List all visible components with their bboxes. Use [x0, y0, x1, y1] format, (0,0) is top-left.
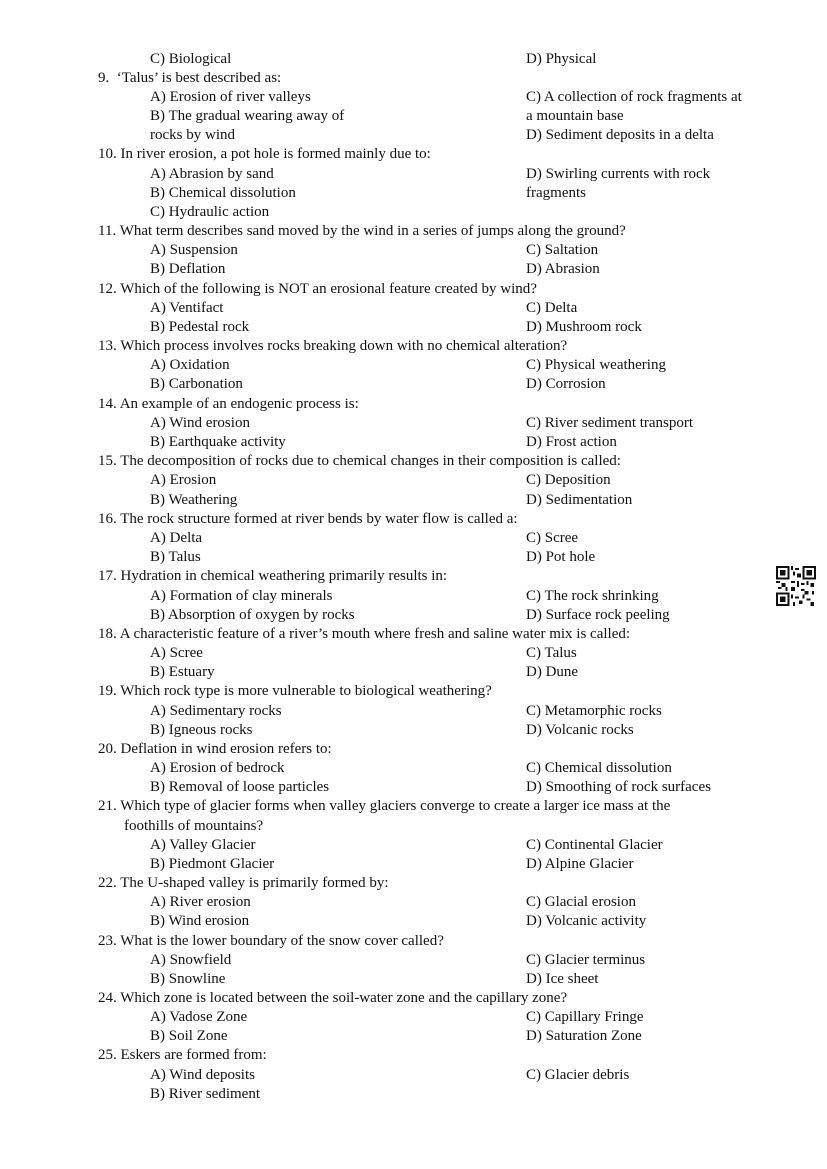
- option-a: A) Delta: [150, 530, 203, 546]
- question-number: 14. An example of an endogenic process is:: [98, 396, 359, 412]
- option-b: B) Removal of loose particles: [150, 779, 330, 795]
- question-number: 17. Hydration in chemical weathering primarily results in:: [98, 568, 448, 584]
- option-b: B) Wind erosion: [150, 913, 250, 929]
- option-c: C) Biological: [150, 51, 232, 67]
- option-a: A) Erosion of bedrock: [150, 760, 285, 776]
- option-b: B) Deflation: [150, 261, 226, 277]
- option-d: D) Sediment deposits in a delta: [526, 127, 714, 143]
- option-b: B) Piedmont Glacier: [150, 856, 275, 872]
- question-text-continued: foothills of mountains?: [124, 818, 264, 834]
- option-b: B) Pedestal rock: [150, 319, 250, 335]
- question-number: 10. In river erosion, a pot hole is formed mainly due to:: [98, 146, 431, 162]
- question-number: 12. Which of the following is NOT an erosional feature created by wind?: [98, 281, 537, 297]
- option-b: B) Carbonation: [150, 376, 243, 392]
- option-d: D) Abrasion: [526, 261, 600, 277]
- option-c-continued: a mountain base: [526, 108, 624, 124]
- option-d: D) Pot hole: [526, 549, 596, 565]
- option-b: B) Earthquake activity: [150, 434, 286, 450]
- question-number: 9. ‘Talus’ is best described as:: [98, 70, 282, 86]
- question-number: 18. A characteristic feature of a river’s mouth where fresh and saline water mix is called:: [98, 626, 631, 642]
- option-d: D) Smoothing of rock surfaces: [526, 779, 711, 795]
- question-number: 11. What term describes sand moved by the wind in a series of jumps along the ground?: [98, 223, 626, 239]
- option-d: D) Ice sheet: [526, 971, 599, 987]
- option-b: B) Chemical dissolution: [150, 185, 296, 201]
- option-a: A) Ventifact: [150, 300, 224, 316]
- option-c: C) A collection of rock fragments at: [526, 89, 742, 105]
- option-c: C) Physical weathering: [526, 357, 666, 373]
- option-b: B) Absorption of oxygen by rocks: [150, 607, 355, 623]
- option-b: B) Estuary: [150, 664, 215, 680]
- qr-code-icon: [776, 566, 816, 606]
- option-d: D) Volcanic activity: [526, 913, 647, 929]
- option-c: C) Talus: [526, 645, 577, 661]
- option-d: D) Volcanic rocks: [526, 722, 634, 738]
- option-a: A) Wind deposits: [150, 1067, 255, 1083]
- option-d-continued: fragments: [526, 185, 586, 201]
- option-a: A) Scree: [150, 645, 203, 661]
- option-d: D) Alpine Glacier: [526, 856, 634, 872]
- option-c: C) Deposition: [526, 472, 611, 488]
- option-c: C) Metamorphic rocks: [526, 703, 662, 719]
- option-a: A) Formation of clay minerals: [150, 588, 333, 604]
- option-b: B) River sediment: [150, 1086, 260, 1102]
- question-number: 19. Which rock type is more vulnerable to biological weathering?: [98, 683, 492, 699]
- option-b: B) Talus: [150, 549, 201, 565]
- option-d: D) Swirling currents with rock: [526, 166, 711, 182]
- option-a: A) Suspension: [150, 242, 238, 258]
- option-c: C) Glacial erosion: [526, 894, 636, 910]
- option-d: D) Dune: [526, 664, 579, 680]
- option-b: B) Weathering: [150, 492, 238, 508]
- question-number: 20. Deflation in wind erosion refers to:: [98, 741, 332, 757]
- option-a: A) Erosion: [150, 472, 217, 488]
- option-c: C) The rock shrinking: [526, 588, 659, 604]
- option-a: A) Erosion of river valleys: [150, 89, 311, 105]
- question-number: 24. Which zone is located between the soil-water zone and the capillary zone?: [98, 990, 568, 1006]
- question-number: 22. The U-shaped valley is primarily formed by:: [98, 875, 389, 891]
- option-d: D) Physical: [526, 51, 597, 67]
- option-c: C) Scree: [526, 530, 579, 546]
- option-a: A) Vadose Zone: [150, 1009, 248, 1025]
- option-c: C) Continental Glacier: [526, 837, 663, 853]
- option-a: A) Wind erosion: [150, 415, 250, 431]
- question-number: 15. The decomposition of rocks due to chemical changes in their composition is called:: [98, 453, 621, 469]
- option-a: A) Valley Glacier: [150, 837, 256, 853]
- option-a: A) River erosion: [150, 894, 251, 910]
- option-c: C) Glacier debris: [526, 1067, 630, 1083]
- option-b: B) Igneous rocks: [150, 722, 253, 738]
- option-d: D) Corrosion: [526, 376, 606, 392]
- option-a: A) Sedimentary rocks: [150, 703, 282, 719]
- option-d: D) Mushroom rock: [526, 319, 642, 335]
- question-number: 25. Eskers are formed from:: [98, 1047, 267, 1063]
- option-c: C) Capillary Fringe: [526, 1009, 644, 1025]
- option-c: C) Glacier terminus: [526, 952, 646, 968]
- question-number: 23. What is the lower boundary of the snow cover called?: [98, 933, 444, 949]
- option-b: B) Snowline: [150, 971, 226, 987]
- option-a: A) Abrasion by sand: [150, 166, 274, 182]
- option-b: B) Soil Zone: [150, 1028, 228, 1044]
- option-b: B) The gradual wearing away of: [150, 108, 345, 124]
- question-number: 21. Which type of glacier forms when valley glaciers converge to create a larger ice mass at the: [98, 798, 671, 814]
- option-b-continued: rocks by wind: [150, 127, 235, 143]
- question-number: 13. Which process involves rocks breaking down with no chemical alteration?: [98, 338, 568, 354]
- option-d: D) Saturation Zone: [526, 1028, 642, 1044]
- option-d: D) Surface rock peeling: [526, 607, 670, 623]
- option-d: D) Sedimentation: [526, 492, 633, 508]
- option-d: D) Frost action: [526, 434, 617, 450]
- option-c: C) River sediment transport: [526, 415, 694, 431]
- question-number: 16. The rock structure formed at river bends by water flow is called a:: [98, 511, 518, 527]
- option-c: C) Chemical dissolution: [526, 760, 672, 776]
- option-a: A) Snowfield: [150, 952, 232, 968]
- option-c: C) Saltation: [526, 242, 599, 258]
- option-c: C) Delta: [526, 300, 578, 316]
- option-c: C) Hydraulic action: [150, 204, 270, 220]
- option-a: A) Oxidation: [150, 357, 230, 373]
